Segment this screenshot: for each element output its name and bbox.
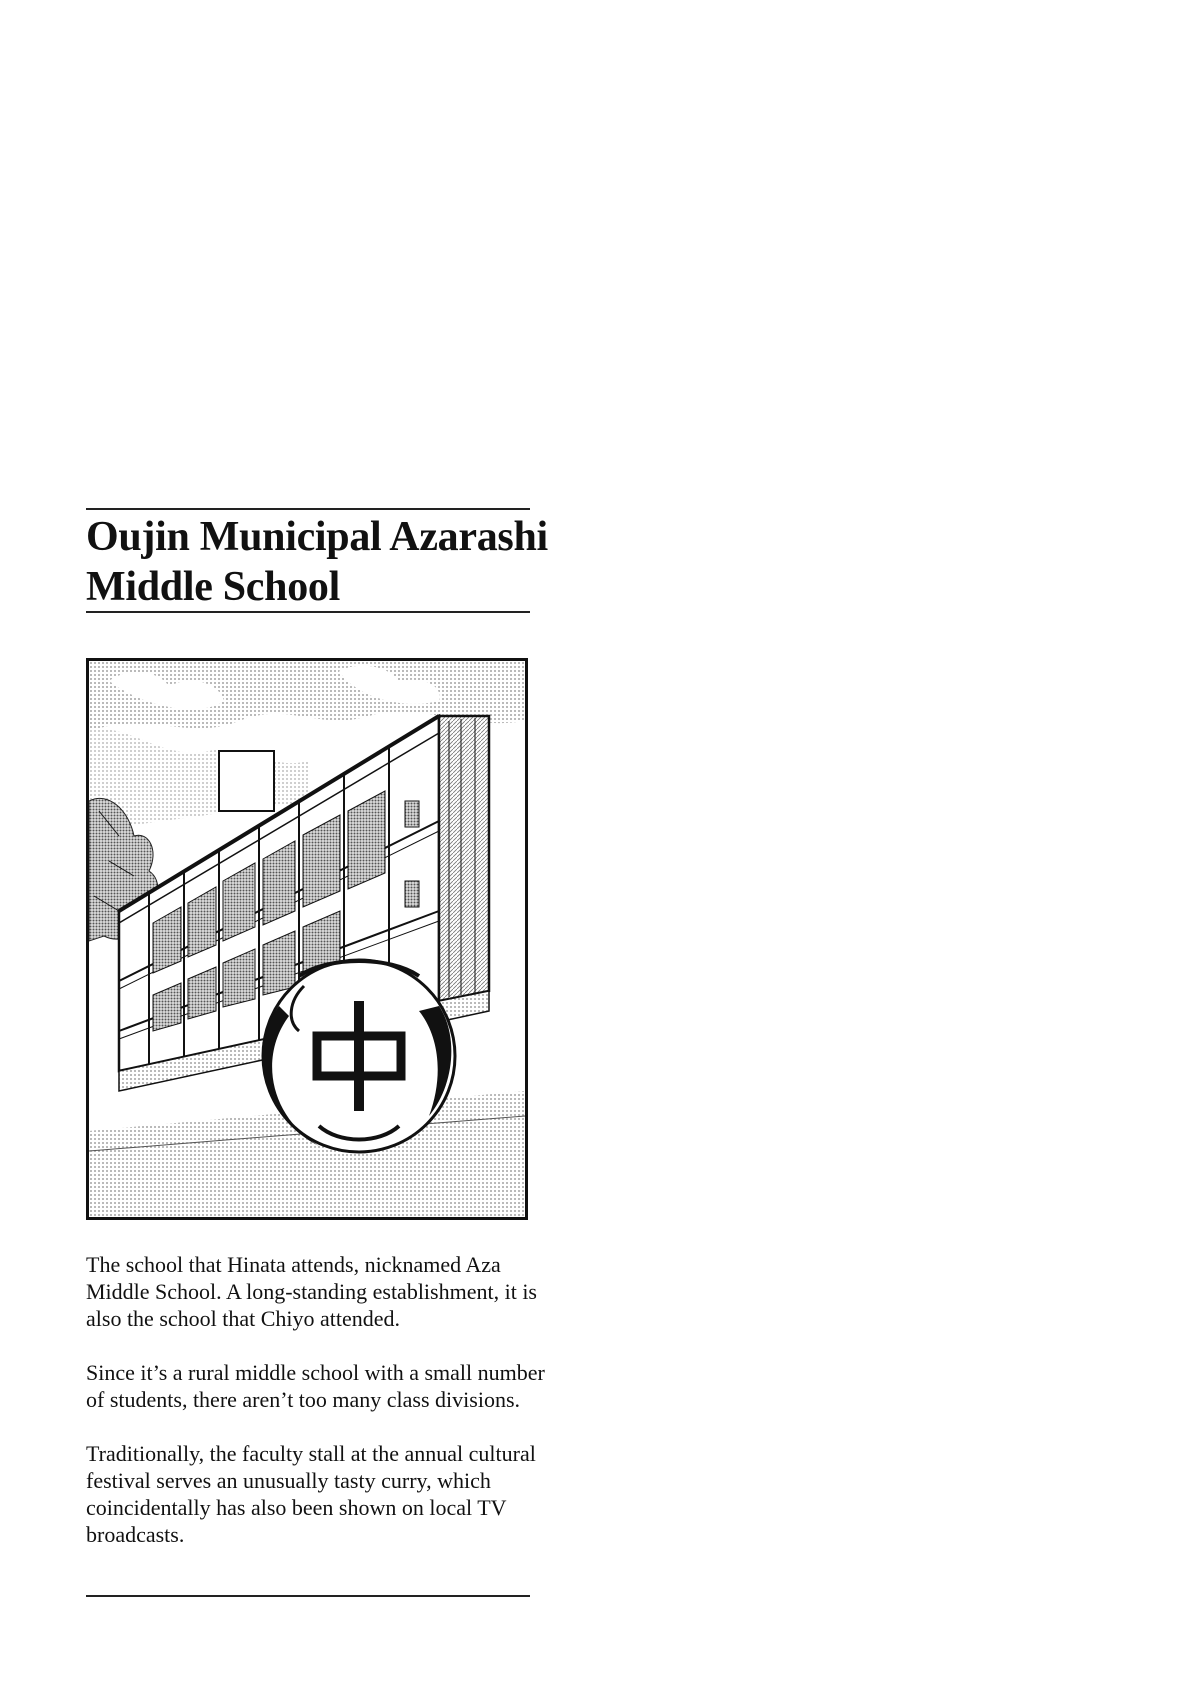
page-title-line-1: Oujin Municipal Azarashi [86, 514, 548, 560]
description-paragraph-2: Since it’s a rural middle school with a small number of students, there aren’t too many class divisions. [86, 1360, 545, 1412]
school-crest-icon [263, 960, 455, 1152]
title-rule-top [86, 508, 530, 510]
page-title [86, 512, 606, 612]
school-illustration [86, 658, 528, 1220]
page-title-line-2: Middle School [86, 564, 340, 610]
description-paragraph-3: Traditionally, the faculty stall at the annual cultural festival serves an unusually tasty curry, which coincidentally has also been shown on local TV broadcasts. [86, 1441, 536, 1547]
description-paragraph-1: The school that Hinata attends, nicknamed Aza Middle School. A long-standing establishment, it is also the school that Chiyo attended. [86, 1252, 537, 1331]
closing-rule [86, 1595, 530, 1597]
title-rule-bottom [86, 611, 530, 613]
description [86, 1251, 556, 1548]
